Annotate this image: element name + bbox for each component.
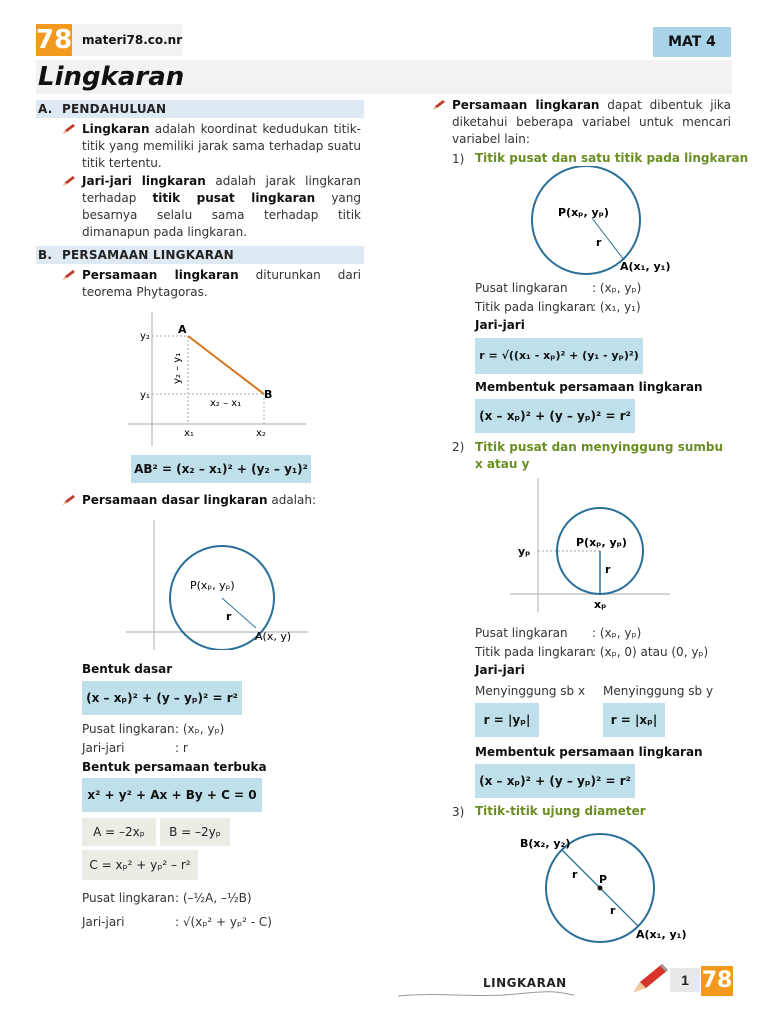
yp-label: yₚ	[518, 545, 531, 558]
c1-pusat-value: : (xₚ, yₚ)	[592, 281, 642, 295]
point-b-label: B	[264, 388, 273, 401]
center-point	[598, 886, 603, 891]
jari2-value: : √(xₚ² + yₚ² - C)	[175, 915, 272, 929]
bentuk-dasar-label: Bentuk dasar	[82, 662, 173, 676]
pythagoras-diagram	[128, 312, 308, 446]
c2-titik-value: : (xₚ, 0) atau (0, yₚ)	[592, 645, 709, 659]
c1-titik-label: Titik pada lingkaran	[475, 300, 594, 314]
pencil-icon	[630, 960, 670, 996]
point-label: A(x₁, y₁)	[620, 260, 671, 273]
pencil-icon	[62, 123, 76, 135]
center-label: P	[599, 873, 608, 886]
term: Persamaan lingkaran	[452, 98, 600, 112]
point-b-label: B(x₂, y₂)	[520, 837, 571, 850]
section-a-header	[36, 100, 364, 118]
center-label: P(xₚ, yₚ)	[576, 536, 627, 549]
pencil-icon	[62, 269, 76, 281]
jari-value: : r	[175, 741, 188, 755]
section-number: A.	[38, 102, 53, 116]
c2-sbx-label: Menyinggung sb x	[475, 684, 586, 698]
dx-label: x₂ – x₁	[210, 398, 242, 409]
case3-number: 3)	[452, 805, 465, 819]
bullet-jari-jari	[82, 173, 361, 241]
radius-label-lower: r	[610, 904, 616, 917]
bullet-persamaan	[82, 267, 361, 301]
y1-label: y₁	[140, 390, 150, 401]
c1-titik-value: : (x₁, y₁)	[592, 300, 641, 314]
page-number: 1	[670, 968, 700, 992]
c1-membentuk-label: Membentuk persamaan lingkaran	[475, 380, 703, 394]
terbuka-formula: x² + y² + Ax + By + C = 0	[82, 778, 262, 812]
case1-title: Titik pusat dan satu titik pada lingkaran	[475, 151, 749, 165]
text: adalah koordinat kedudukan titik-titik yang memiliki jarak sama terhadap suatu titik tertentu.	[82, 122, 361, 170]
term: Persamaan lingkaran	[82, 268, 239, 282]
point-label: A(x, y)	[255, 630, 292, 643]
y2-label: y₂	[140, 331, 150, 342]
text: adalah jarak lingkaran terhadap	[82, 174, 361, 205]
c2-membentuk-label: Membentuk persamaan lingkaran	[475, 745, 703, 759]
c2-sby-label: Menyinggung sb y	[603, 684, 714, 698]
c2-pusat-label: Pusat lingkaran	[475, 626, 568, 640]
c2-pusat-value: : (xₚ, yₚ)	[592, 626, 642, 640]
footer-logo: 78	[701, 966, 733, 996]
case1-number: 1)	[452, 152, 465, 166]
c1-formula: (x – xₚ)² + (y – yₚ)² = r²	[475, 399, 635, 433]
pencil-icon	[62, 175, 76, 187]
radius-label: r	[226, 610, 232, 623]
radius-label-upper: r	[572, 868, 578, 881]
pusat-label: Pusat lingkaran	[82, 722, 175, 736]
pythagoras-formula: AB² = (x₂ – x₁)² + (y₂ – y₁)²	[131, 455, 311, 483]
pusat2-value: : (–½A, –½B)	[175, 891, 252, 905]
dasar-formula: (x – xₚ)² + (y – yₚ)² = r²	[82, 681, 242, 715]
c1-pusat-label: Pusat lingkaran	[475, 281, 568, 295]
site-url[interactable]: materi78.co.nr	[72, 24, 182, 56]
bentuk-terbuka-label: Bentuk persamaan terbuka	[82, 760, 267, 774]
section-title: PERSAMAAN LINGKARAN	[62, 248, 234, 262]
pusat-value: : (xₚ, yₚ)	[175, 722, 225, 736]
center-label: P(xₚ, yₚ)	[558, 206, 609, 219]
point-a-label: A	[178, 323, 187, 336]
bullet-lingkaran	[82, 121, 361, 172]
circle-diagram-case1	[500, 166, 690, 278]
circle-diagram-case3	[510, 832, 700, 946]
term: Jari-jari lingkaran	[82, 174, 206, 188]
case2-number: 2)	[452, 440, 465, 454]
page-title: Lingkaran	[38, 62, 185, 92]
a-formula: A = –2xₚ	[82, 818, 156, 846]
c2-ry-formula: r = |xₚ|	[603, 703, 665, 737]
footer-label: LINGKARAN	[483, 976, 567, 990]
case3-title: Titik-titik ujung diameter	[475, 804, 646, 818]
jari2-label: Jari-jari	[82, 915, 125, 929]
point-a-label: A(x₁, y₁)	[636, 928, 687, 941]
c1-jari-formula: r = √((x₁ - xₚ)² + (y₁ - yₚ)²)	[475, 338, 643, 374]
c1-jari-label: Jari-jari	[475, 318, 525, 332]
circle	[532, 166, 640, 274]
bullet-right-intro	[452, 97, 731, 148]
xp-label: xₚ	[594, 598, 607, 611]
text: diturunkan dari teorema Phytagoras.	[82, 268, 361, 299]
site-logo: 78	[36, 25, 73, 55]
circle-diagram-basic	[126, 520, 308, 650]
segment-ab	[188, 336, 264, 394]
c2-titik-label: Titik pada lingkaran	[475, 645, 594, 659]
section-number: B.	[38, 248, 53, 262]
x1-label: x₁	[184, 428, 194, 439]
section-title: PENDAHULUAN	[62, 102, 167, 116]
circle-diagram-case2	[510, 478, 670, 612]
case2-title: Titik pusat dan menyinggung sumbu x atau y	[475, 440, 724, 471]
c2-rx-formula: r = |yₚ|	[475, 703, 539, 737]
term: titik pusat lingkaran	[152, 191, 316, 205]
c-formula: C = xₚ² + yₚ² – r²	[82, 850, 198, 880]
section-b-header	[36, 246, 364, 264]
radius-label: r	[596, 236, 602, 249]
text: yang besarnya selalu sama terhadap titik dimanapun pada lingkaran.	[82, 191, 361, 239]
subject-badge: MAT 4	[653, 27, 731, 57]
pusat2-label: Pusat lingkaran	[82, 891, 175, 905]
b-formula: B = –2yₚ	[160, 818, 230, 846]
dy-label: y₂ – y₁	[172, 352, 183, 384]
pencil-icon	[432, 99, 446, 111]
jari-label: Jari-jari	[82, 741, 125, 755]
text: adalah:	[267, 493, 317, 507]
c2-formula: (x – xₚ)² + (y – yₚ)² = r²	[475, 764, 635, 798]
pencil-icon	[62, 494, 76, 506]
radius-label: r	[605, 563, 611, 576]
text: dapat dibentuk jika diketahui beberapa variabel untuk mencari variabel lain:	[452, 98, 731, 146]
center-label: P(xₚ, yₚ)	[190, 579, 235, 592]
c2-jari-label: Jari-jari	[475, 663, 525, 677]
term: Persamaan dasar lingkaran	[82, 493, 268, 507]
term: Lingkaran	[82, 122, 150, 136]
x2-label: x₂	[256, 428, 266, 439]
bullet-persamaan-dasar	[82, 492, 361, 509]
